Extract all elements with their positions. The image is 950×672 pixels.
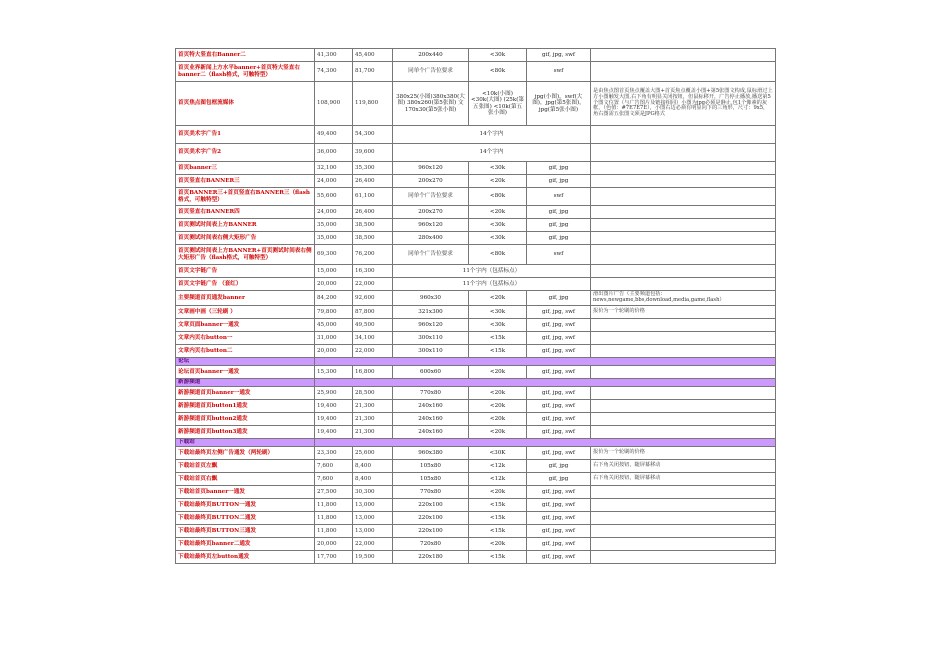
format-cell: gif, jpg [527, 232, 591, 245]
note-cell [591, 219, 776, 232]
note-cell [591, 265, 776, 278]
weight-cell: <15k [469, 332, 527, 345]
price-cell: 31,000 [315, 332, 353, 345]
table-row [176, 206, 776, 219]
price-cell: 22,000 [353, 278, 393, 291]
note-cell [591, 188, 776, 206]
weight-cell: <20k [469, 413, 527, 426]
table-row [176, 387, 776, 400]
format-cell: gif, jpg, swf [527, 413, 591, 426]
table-row [176, 473, 776, 486]
section-fill [315, 379, 776, 387]
size-cell: 200x270 [393, 206, 469, 219]
ad-position-name: 下载站首页左飘 [176, 460, 315, 473]
table-row [176, 265, 776, 278]
table-row [176, 319, 776, 332]
ad-position-name: 文章内页右button一 [176, 332, 315, 345]
format-cell: jpg(小图)，swf(大图)，jpg(第5张图)，jpg(第5张小图) [527, 82, 591, 126]
note-cell [591, 232, 776, 245]
ad-position-name: 下载站首页banner一通发 [176, 486, 315, 499]
format-cell: gif, jpg, swf [527, 447, 591, 460]
format-cell: gif, jpg [527, 206, 591, 219]
ad-position-name: 主要频道首页通发banner [176, 291, 315, 306]
size-cell: 105x80 [393, 460, 469, 473]
ad-position-name: 首页文字链广告 [176, 265, 315, 278]
format-cell: gif, jpg [527, 473, 591, 486]
note-cell: 右下角关闭按钮，随屏幕移动 [591, 460, 776, 473]
price-cell: 81,700 [353, 62, 393, 82]
format-cell: swf [527, 62, 591, 82]
size-cell: 同单个广告位要求 [393, 188, 469, 206]
price-cell: 11,800 [315, 525, 353, 538]
price-cell: 41,300 [315, 49, 353, 62]
table-row [176, 460, 776, 473]
ad-position-name: 首页美术字广告2 [176, 144, 315, 162]
price-cell: 19,500 [353, 551, 393, 564]
note-cell [591, 175, 776, 188]
ad-position-name: 下载站最终页BUTTON一通发 [176, 499, 315, 512]
price-cell: 22,000 [353, 538, 393, 551]
price-cell: 19,400 [315, 400, 353, 413]
note-cell [591, 245, 776, 265]
price-cell: 35,300 [353, 162, 393, 175]
format-cell: gif, jpg, swf [527, 486, 591, 499]
price-cell: 19,400 [315, 426, 353, 439]
note-cell: 报价为一个轮刷的价格 [591, 306, 776, 319]
table-row [176, 306, 776, 319]
format-cell: gif, jpg, swf [527, 306, 591, 319]
price-cell: 35,000 [315, 219, 353, 232]
note-cell [591, 486, 776, 499]
section-label: 论坛 [176, 358, 315, 366]
weight-cell: <15k [469, 499, 527, 512]
section-fill [315, 358, 776, 366]
price-cell: 61,100 [353, 188, 393, 206]
ad-position-name: 首页特大竖直右Banner二 [176, 49, 315, 62]
note-cell [591, 499, 776, 512]
format-cell: gif, jpg, swf [527, 551, 591, 564]
table-row [176, 413, 776, 426]
weight-cell: <20k [469, 486, 527, 499]
weight-cell: <80k [469, 245, 527, 265]
table-row [176, 232, 776, 245]
price-cell: 79,800 [315, 306, 353, 319]
ad-position-name: 首页BANNER三+首页竖直右BANNER三（flash格式，可触特型） [176, 188, 315, 206]
price-cell: 11,800 [315, 499, 353, 512]
ad-position-name: 下载站首页右飘 [176, 473, 315, 486]
format-cell: gif, jpg, swf [527, 345, 591, 358]
table-row [176, 332, 776, 345]
ad-rate-table [175, 48, 776, 564]
size-cell: 960x30 [393, 291, 469, 306]
format-cell: gif, jpg, swf [527, 512, 591, 525]
weight-cell: <30k [469, 319, 527, 332]
section-fill [315, 439, 776, 447]
size-cell: 321x300 [393, 306, 469, 319]
table-row [176, 345, 776, 358]
price-cell: 25,600 [353, 447, 393, 460]
price-cell: 8,400 [353, 460, 393, 473]
format-cell: gif, jpg [527, 291, 591, 306]
ad-position-name: 首页banner三 [176, 162, 315, 175]
note-cell [591, 551, 776, 564]
price-cell: 119,800 [353, 82, 393, 126]
size-cell: 200x440 [393, 49, 469, 62]
price-cell: 74,300 [315, 62, 353, 82]
weight-cell: <15k [469, 345, 527, 358]
weight-cell: <30k [469, 232, 527, 245]
table-row [176, 62, 776, 82]
ad-position-name: 下载站最终页左侧广告通发（两轮刷） [176, 447, 315, 460]
weight-cell: <80k [469, 188, 527, 206]
table-row [176, 447, 776, 460]
size-cell: 960x380 [393, 447, 469, 460]
size-cell: 300x110 [393, 332, 469, 345]
weight-cell: <30k [469, 306, 527, 319]
price-cell: 16,800 [353, 366, 393, 379]
size-cell: 240x160 [393, 413, 469, 426]
price-cell: 7,600 [315, 460, 353, 473]
size-cell: 11个字内（包括标点） [393, 278, 591, 291]
price-cell: 30,300 [353, 486, 393, 499]
size-cell: 770x80 [393, 486, 469, 499]
price-cell: 23,300 [315, 447, 353, 460]
table-row [176, 144, 776, 162]
price-cell: 20,000 [315, 278, 353, 291]
note-cell [591, 525, 776, 538]
price-cell: 22,000 [353, 345, 393, 358]
format-cell: gif, jpg, swf [527, 319, 591, 332]
section-label: 下载站 [176, 439, 315, 447]
format-cell: gif, jpg, swf [527, 426, 591, 439]
size-cell: 960x120 [393, 162, 469, 175]
weight-cell: <15k [469, 551, 527, 564]
ad-position-name: 首页美术字广告1 [176, 126, 315, 144]
price-cell: 39,600 [353, 144, 393, 162]
note-cell [591, 426, 776, 439]
table-row [176, 162, 776, 175]
size-cell: 105x80 [393, 473, 469, 486]
note-cell [591, 49, 776, 62]
weight-cell: <10k(小图) <30k(大图) (25k(第五张图) <10k(第五张小图) [469, 82, 527, 126]
format-cell: gif, jpg [527, 460, 591, 473]
weight-cell: <15k [469, 525, 527, 538]
price-cell: 20,000 [315, 345, 353, 358]
size-cell: 220x180 [393, 551, 469, 564]
weight-cell: <80k [469, 62, 527, 82]
table-row [176, 512, 776, 525]
ad-position-name: 首页业界新闻上方水平banner+首页特大竖直右banner二（flash格式，可触特型） [176, 62, 315, 82]
price-cell: 7,600 [315, 473, 353, 486]
ad-position-name: 首页文字链广告 （套红） [176, 278, 315, 291]
ad-position-name: 首页测试时间表上方BANNER+首页测试时间表右侧大矩形广告（flash格式，可触特型） [176, 245, 315, 265]
format-cell: gif, jpg, swf [527, 49, 591, 62]
size-cell: 220x100 [393, 525, 469, 538]
price-cell: 13,000 [353, 525, 393, 538]
ad-position-name: 首页焦点图包框流媒体 [176, 82, 315, 126]
weight-cell: <30k [469, 219, 527, 232]
price-cell: 36,000 [315, 144, 353, 162]
note-cell [591, 387, 776, 400]
ad-position-name: 论坛首页banner一通发 [176, 366, 315, 379]
table-row [176, 219, 776, 232]
price-cell: 54,300 [353, 126, 393, 144]
price-cell: 45,400 [353, 49, 393, 62]
price-cell: 8,400 [353, 473, 393, 486]
size-cell: 240x160 [393, 426, 469, 439]
ad-position-name: 新游频道首页banner一通发 [176, 387, 315, 400]
price-cell: 24,000 [315, 175, 353, 188]
section-row [176, 358, 776, 366]
price-cell: 28,500 [353, 387, 393, 400]
note-cell: 是由焦点图首页焦点覆盖大图+首页焦点覆盖小图+第5张图文构成,鼠标滑过上方小图触发大图,右下角有明显关闭按钮，但鼠标移开，广告停止播放,播送第5个图文位置（与广告图片及链接相同）小图为jpg必须是静止,包1个像素的灰框，（色值：#7E7E7E），小图右边必须有明显向下的三角形，尺寸：9x5，角右图需五张图文须是JPG格式 [591, 82, 776, 126]
note-cell [591, 126, 776, 144]
weight-cell: <30K [469, 447, 527, 460]
format-cell: gif, jpg, swf [527, 387, 591, 400]
size-cell: 200x270 [393, 175, 469, 188]
price-cell: 45,000 [315, 319, 353, 332]
note-cell [591, 366, 776, 379]
format-cell: gif, jpg [527, 162, 591, 175]
price-cell: 21,300 [353, 413, 393, 426]
section-row [176, 439, 776, 447]
table-row [176, 538, 776, 551]
price-cell: 87,800 [353, 306, 393, 319]
price-cell: 55,600 [315, 188, 353, 206]
price-cell: 15,000 [315, 265, 353, 278]
table-row [176, 278, 776, 291]
size-cell: 14个字内 [393, 126, 591, 144]
table-row [176, 525, 776, 538]
price-cell: 69,300 [315, 245, 353, 265]
price-cell: 38,500 [353, 232, 393, 245]
weight-cell: <20k [469, 175, 527, 188]
table-row [176, 82, 776, 126]
size-cell: 同单个广告位要求 [393, 62, 469, 82]
table-row [176, 175, 776, 188]
weight-cell: <20k [469, 538, 527, 551]
size-cell: 960x120 [393, 319, 469, 332]
format-cell: gif, jpg, swf [527, 538, 591, 551]
size-cell: 280x400 [393, 232, 469, 245]
table-row [176, 486, 776, 499]
price-cell: 25,900 [315, 387, 353, 400]
price-cell: 17,700 [315, 551, 353, 564]
price-cell: 84,200 [315, 291, 353, 306]
note-cell [591, 144, 776, 162]
note-cell [591, 345, 776, 358]
price-cell: 13,000 [353, 512, 393, 525]
note-cell [591, 332, 776, 345]
ad-position-name: 下载站最终页BUTTON二通发 [176, 512, 315, 525]
table-body [176, 49, 776, 564]
weight-cell: <12k [469, 473, 527, 486]
ad-position-name: 首页竖直右BANNER三 [176, 175, 315, 188]
table-row [176, 291, 776, 306]
size-cell: 960x120 [393, 219, 469, 232]
weight-cell: <20k [469, 291, 527, 306]
price-cell: 38,500 [353, 219, 393, 232]
table-row [176, 49, 776, 62]
ad-position-name: 下载站最终页BUTTON三通发 [176, 525, 315, 538]
ad-position-name: 新游频道首页button3通发 [176, 426, 315, 439]
note-cell [591, 62, 776, 82]
price-cell: 19,400 [315, 413, 353, 426]
weight-cell: <20k [469, 366, 527, 379]
table-row [176, 245, 776, 265]
table-row [176, 188, 776, 206]
format-cell: gif, jpg, swf [527, 499, 591, 512]
price-cell: 49,500 [353, 319, 393, 332]
weight-cell: <20k [469, 400, 527, 413]
weight-cell: <30k [469, 162, 527, 175]
note-cell: 右下角关闭按钮，随屏幕移动 [591, 473, 776, 486]
price-cell: 35,000 [315, 232, 353, 245]
note-cell [591, 413, 776, 426]
weight-cell: <20k [469, 426, 527, 439]
weight-cell: <30k [469, 49, 527, 62]
ad-position-name: 首页竖直右BANNER四 [176, 206, 315, 219]
price-cell: 92,600 [353, 291, 393, 306]
price-cell: 27,500 [315, 486, 353, 499]
note-cell [591, 162, 776, 175]
weight-cell: <15k [469, 512, 527, 525]
format-cell: swf [527, 188, 591, 206]
note-cell: 滑出图片广告（主要频道包括：news,newgame,bbs,download,media,game,flash） [591, 291, 776, 306]
section-label: 新游频道 [176, 379, 315, 387]
ad-position-name: 文章内页右button二 [176, 345, 315, 358]
section-row [176, 379, 776, 387]
format-cell: swf [527, 245, 591, 265]
price-cell: 13,000 [353, 499, 393, 512]
note-cell [591, 206, 776, 219]
ad-position-name: 首页测试时间表右侧大矩形广告 [176, 232, 315, 245]
price-cell: 11,800 [315, 512, 353, 525]
table-row [176, 499, 776, 512]
note-cell: 报价为一个轮刷的价格 [591, 447, 776, 460]
ad-position-name: 首页测试时间表上方BANNER [176, 219, 315, 232]
weight-cell: <20k [469, 206, 527, 219]
price-cell: 26,400 [353, 206, 393, 219]
price-cell: 21,300 [353, 426, 393, 439]
ad-position-name: 下载站最终页banner二通发 [176, 538, 315, 551]
price-cell: 108,900 [315, 82, 353, 126]
size-cell: 220x100 [393, 512, 469, 525]
table-row [176, 126, 776, 144]
note-cell [591, 538, 776, 551]
format-cell: gif, jpg, swf [527, 525, 591, 538]
format-cell: gif, jpg [527, 219, 591, 232]
size-cell: 380x25(小图)380x380(大图) 380x260(第5张图) 文170x30(第5张小图) [393, 82, 469, 126]
ad-position-name: 新游频道首页button2通发 [176, 413, 315, 426]
price-cell: 15,300 [315, 366, 353, 379]
size-cell: 11个字内（包括标点） [393, 265, 591, 278]
price-cell: 20,000 [315, 538, 353, 551]
price-cell: 76,200 [353, 245, 393, 265]
price-cell: 24,000 [315, 206, 353, 219]
price-cell: 21,300 [353, 400, 393, 413]
table-row [176, 551, 776, 564]
size-cell: 600x60 [393, 366, 469, 379]
format-cell: gif, jpg, swf [527, 400, 591, 413]
size-cell: 14个字内 [393, 144, 591, 162]
format-cell: gif, jpg [527, 175, 591, 188]
table-row [176, 400, 776, 413]
weight-cell: <12k [469, 460, 527, 473]
price-cell: 32,100 [315, 162, 353, 175]
ad-position-name: 文章页面banner一通发 [176, 319, 315, 332]
price-cell: 34,100 [353, 332, 393, 345]
note-cell [591, 278, 776, 291]
ad-position-name: 下载站最终页左button通发 [176, 551, 315, 564]
price-cell: 26,400 [353, 175, 393, 188]
note-cell [591, 319, 776, 332]
format-cell: gif, jpg, swf [527, 332, 591, 345]
price-cell: 49,400 [315, 126, 353, 144]
size-cell: 同单个广告位要求 [393, 245, 469, 265]
size-cell: 240x160 [393, 400, 469, 413]
price-cell: 16,300 [353, 265, 393, 278]
weight-cell: <20k [469, 387, 527, 400]
ad-position-name: 文章画中画（三轮刷 ） [176, 306, 315, 319]
size-cell: 770x80 [393, 387, 469, 400]
format-cell: gif, jpg, swf [527, 366, 591, 379]
note-cell [591, 400, 776, 413]
size-cell: 300x110 [393, 345, 469, 358]
ad-position-name: 新游频道首页button1通发 [176, 400, 315, 413]
table-row [176, 366, 776, 379]
size-cell: 220x100 [393, 499, 469, 512]
table-row [176, 426, 776, 439]
size-cell: 720x80 [393, 538, 469, 551]
note-cell [591, 512, 776, 525]
